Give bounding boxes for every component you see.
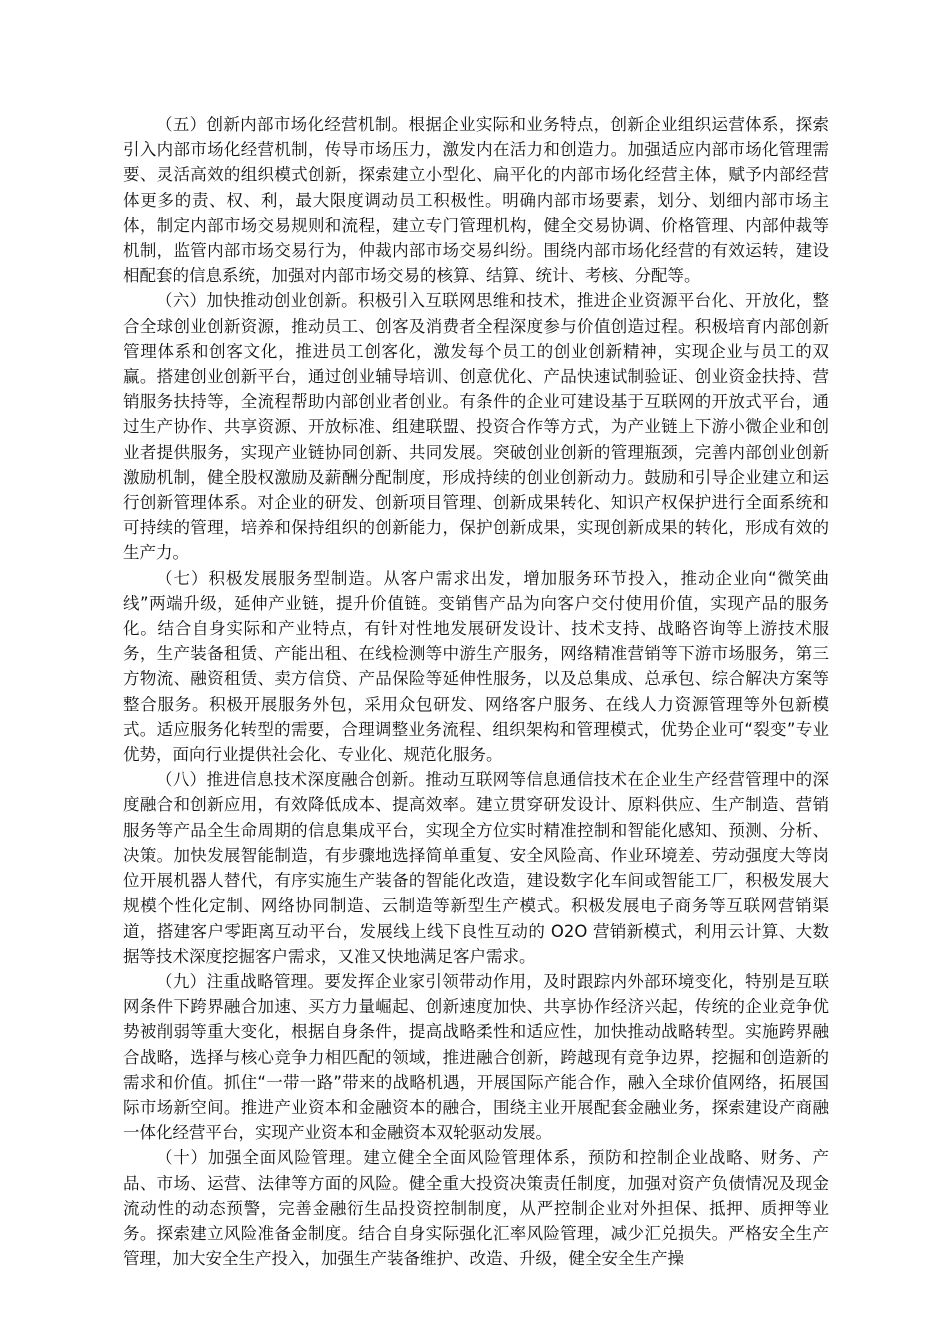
document-body <box>123 112 829 1271</box>
paragraph-5-internal-market: （五）创新内部市场化经营机制。根据企业实际和业务特点，创新企业组织运营体系，探索引入内部市场化经营机制，传导市场压力，激发内在活力和创造力。加强适应内部市场化管理需要、灵活高效的组织模式创新，探索建立小型化、扁平化的内部市场化经营主体，赋予内部经营体更多的责、权、利，最大限度调动员工积极性。明确内部市场要素，划分、划细内部市场主体，制定内部市场交易规则和流程，建立专门管理机构，健全交易协调、价格管理、内部仲裁等机制，监管内部市场交易行为，仲裁内部市场交易纠纷。围绕内部市场化经营的有效运转，建设相配套的信息系统，加强对内部市场交易的核算、结算、统计、考核、分配等。 <box>123 115 829 286</box>
paragraph-7-service-manufacturing: （七）积极发展服务型制造。从客户需求出发，增加服务环节投入，推动企业向“微笑曲线”两端升级，延伸产业链，提升价值链。变销售产品为向客户交付使用价值，实现产品的服务化。结合自身实际和产业特点，有针对性地发展研发设计、技术支持、战略咨询等上游技术服务，生产装备租赁、产能出租、在线检测等中游生产服务，网络精准营销等下游市场服务，第三方物流、融资租赁、卖方信贷、产品保险等延伸性服务，以及总集成、总承包、综合解决方案等整合服务。积极开展服务外包，采用众包研发、网络客户服务、在线人力资源管理等外包新模式。适应服务化转型的需要，合理调整业务流程、组织架构和管理模式，优势企业可“裂变”专业优势，面向行业提供社会化、专业化、规范化服务。 <box>123 568 829 765</box>
paragraph-8-it-integration: （八）推进信息技术深度融合创新。推动互联网等信息通信技术在企业生产经营管理中的深度融合和创新应用，有效降低成本、提高效率。建立贯穿研发设计、原料供应、生产制造、营销服务等产品全生命周期的信息集成平台，实现全方位实时精准控制和智能化感知、预测、分析、决策。加快发展智能制造，有步骤地选择简单重复、安全风险高、作业环境差、劳动强度大等岗位开展机器人替代，有序实施生产装备的智能化改造，建设数字化车间或智能工厂，积极发展大规模个性化定制、网络协同制造、云制造等新型生产模式。积极发展电子商务等互联网营销渠道，搭建客户零距离互动平台，发展线上线下良性互动的 O2O 营销新模式，利用云计算、大数据等技术深度挖掘客户需求，又准又快地满足客户需求。 <box>123 770 829 966</box>
paragraph-9-strategy-management: （九）注重战略管理。要发挥企业家引领带动作用，及时跟踪内外部环境变化，特别是互联网条件下跨界融合加速、买方力量崛起、创新速度加快、共享协作经济兴起，传统的企业竞争优势被削弱等重大变化，根据自身条件，提高战略柔性和适应性，加快推动战略转型。实施跨界融合战略，选择与核心竞争力相匹配的领域，推进融合创新，跨越现有竞争边界，挖掘和创造新的需求和价值。抓住“一带一路”带来的战略机遇，开展国际产能合作，融入全球价值网络，拓展国际市场新空间。推进产业资本和金融资本的融合，围绕主业开展配套金融业务，探索建设产商融一体化经营平台，实现产业资本和金融资本双轮驱动发展。 <box>123 971 829 1143</box>
paragraph-10-risk-management: （十）加强全面风险管理。建立健全全面风险管理体系，预防和控制企业战略、财务、产品、市场、运营、法律等方面的风险。健全重大投资决策责任制度，加强对资产负债情况及现金流动性的动态预警，完善金融衍生品投资控制制度，从严控制企业对外担保、抵押、质押等业务。探索建立风险准备金制度。结合自身实际强化汇率风险管理，减少汇兑损失。严格安全生产管理，加大安全生产投入，加强生产装备维护、改造、升级，健全安全生产操 <box>123 1148 829 1269</box>
paragraph-6-entrepreneurship: （六）加快推动创业创新。积极引入互联网思维和技术，推进企业资源平台化、开放化，整合全球创业创新资源，推动员工、创客及消费者全程深度参与价值创造过程。积极培育内部创新管理体系和创客文化，推进员工创客化，激发每个员工的创业创新精神，实现企业与员工的双赢。搭建创业创新平台，通过创业辅导培训、创意优化、产品快速试制验证、创业资金扶持、营销服务扶持等，全流程帮助内部创业者创业。有条件的企业可建设基于互联网的开放式平台，通过生产协作、共享资源、开放标准、组建联盟、投资合作等方式，为产业链上下游小微企业和创业者提供服务，实现产业链协同创新、共同发展。突破创业创新的管理瓶颈，完善内部创业创新激励机制，健全股权激励及薪酬分配制度，形成持续的创业创新动力。鼓励和引导企业建立和运行创新管理体系。对企业的研发、创新项目管理、创新成果转化、知识产权保护进行全面系统和可持续的管理，培养和保持组织的创新能力，保护创新成果，实现创新成果的转化，形成有效的生产力。 <box>123 291 829 563</box>
